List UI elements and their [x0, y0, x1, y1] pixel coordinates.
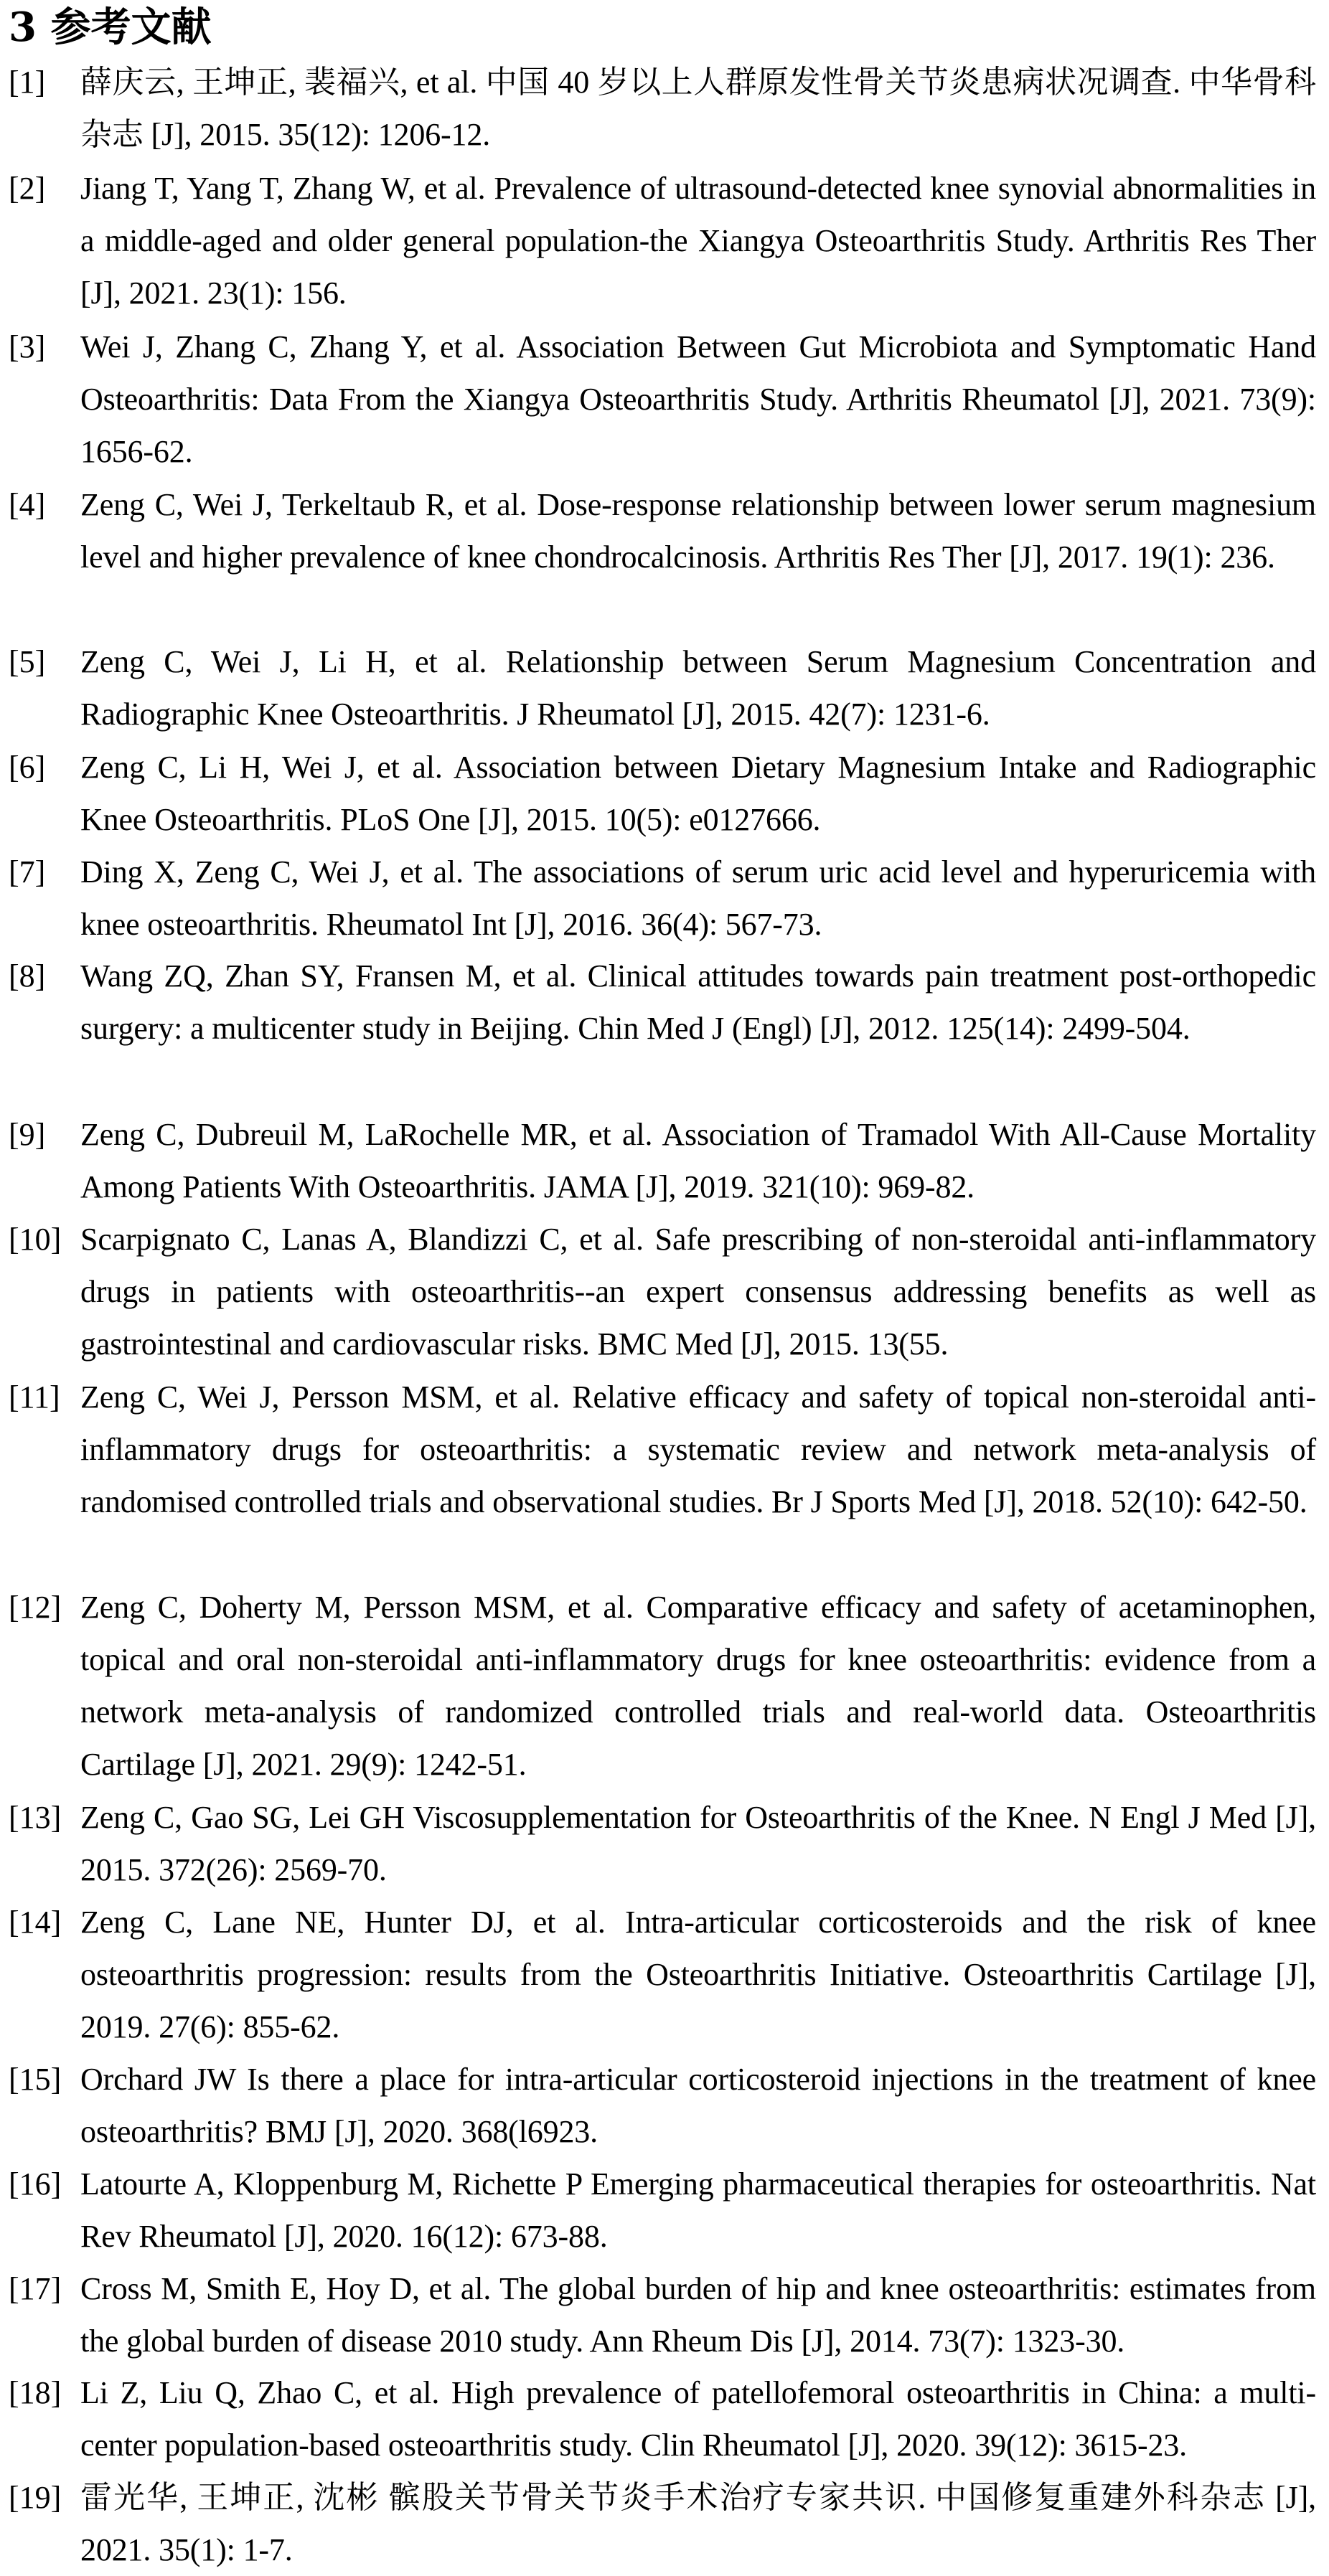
reference-item-12	[9, 1581, 1316, 1791]
reference-text: Scarpignato C, Lanas A, Blandizzi C, et al. Safe prescribing of non-steroidal anti-inflammatory drugs in patients with osteoarthritis--an expert consensus addressing benefits as well as gastrointestinal and cardiovascular risks. BMC Med [J], 2015. 13(55.	[80, 1222, 1316, 1362]
reference-item-3	[9, 321, 1316, 478]
reference-item-16	[9, 2158, 1316, 2263]
reference-number: [2]	[9, 171, 46, 206]
reference-text: Latourte A, Kloppenburg M, Richette P Emerging pharmaceutical therapies for osteoarthritis. Nat Rev Rheumatol [J], 2020. 16(12): 673-88.	[80, 2166, 1316, 2254]
reference-number: [14]	[9, 1905, 62, 1940]
reference-number: [17]	[9, 2271, 62, 2306]
reference-item-17	[9, 2263, 1316, 2367]
reference-item-18	[9, 2367, 1316, 2471]
reference-item-10	[9, 1213, 1316, 1370]
reference-number: [10]	[9, 1222, 62, 1257]
reference-item-6	[9, 741, 1316, 846]
reference-item-4	[9, 478, 1316, 583]
reference-text: Zeng C, Wei J, Persson MSM, et al. Relative efficacy and safety of topical non-steroidal anti-inflammatory drugs for osteoarthritis: a systematic review and network meta-analysis of randomised controlled trials and observational studies. Br J Sports Med [J], 2018. 52(10): 642-50.	[80, 1379, 1316, 1519]
reference-number: [4]	[9, 487, 46, 522]
reference-number: [7]	[9, 854, 46, 890]
reference-number: [12]	[9, 1590, 62, 1625]
reference-item-7	[9, 846, 1316, 950]
reference-number: [8]	[9, 958, 46, 994]
reference-text: Zeng C, Wei J, Li H, et al. Relationship between Serum Magnesium Concentration and Radiographic Knee Osteoarthritis. J Rheumatol [J], 2015. 42(7): 1231-6.	[80, 644, 1316, 732]
reference-item-2	[9, 162, 1316, 319]
reference-item-11	[9, 1371, 1316, 1528]
reference-text: Zeng C, Gao SG, Lei GH Viscosupplementation for Osteoarthritis of the Knee. N Engl J Med [J], 2015. 372(26): 2569-70.	[80, 1800, 1316, 1887]
reference-text: 薛庆云, 王坤正, 裴福兴, et al. 中国 40 岁以上人群原发性骨关节炎患病状况调查. 中华骨科杂志 [J], 2015. 35(12): 1206-12.	[80, 65, 1316, 152]
reference-number: [18]	[9, 2375, 62, 2410]
reference-text: Zeng C, Wei J, Terkeltaub R, et al. Dose-response relationship between lower serum magnesium level and higher prevalence of knee chondrocalcinosis. Arthritis Res Ther [J], 2017. 19(1): 236.	[80, 487, 1316, 575]
reference-number: [1]	[9, 65, 46, 100]
reference-number: [16]	[9, 2166, 62, 2202]
reference-item-5	[9, 636, 1316, 740]
reference-number: [3]	[9, 329, 46, 364]
reference-text: Zeng C, Doherty M, Persson MSM, et al. Comparative efficacy and safety of acetaminophen, topical and oral non-steroidal anti-inflammatory drugs for knee osteoarthritis: evidence from a network meta-analysis of randomized controlled trials and real-world data. Osteoarthritis Cartilage [J], 2021. 29(9): 1242-51.	[80, 1590, 1316, 1782]
reference-text: Zeng C, Lane NE, Hunter DJ, et al. Intra-articular corticosteroids and the risk of knee osteoarthritis progression: results from the Osteoarthritis Initiative. Osteoarthritis Cartilage [J], 2019. 27(6): 855-62.	[80, 1905, 1316, 2044]
reference-text: Jiang T, Yang T, Zhang W, et al. Prevalence of ultrasound-detected knee synovial abnormalities in a middle-aged and older general population-the Xiangya Osteoarthritis Study. Arthritis Res Ther [J], 2021. 23(1): 156.	[80, 171, 1316, 311]
reference-text: Orchard JW Is there a place for intra-articular corticosteroid injections in the treatment of knee osteoarthritis? BMJ [J], 2020. 368(l6923.	[80, 2062, 1316, 2149]
reference-text: Zeng C, Dubreuil M, LaRochelle MR, et al. Association of Tramadol With All-Cause Mortality Among Patients With Osteoarthritis. JAMA [J], 2019. 321(10): 969-82.	[80, 1117, 1316, 1204]
reference-number: [9]	[9, 1117, 46, 1152]
reference-text: Zeng C, Li H, Wei J, et al. Association between Dietary Magnesium Intake and Radiographic Knee Osteoarthritis. PLoS One [J], 2015. 10(5): e0127666.	[80, 750, 1316, 837]
reference-text: Wei J, Zhang C, Zhang Y, et al. Association Between Gut Microbiota and Symptomatic Hand Osteoarthritis: Data From the Xiangya Osteoarthritis Study. Arthritis Rheumatol [J], 2021. 73(9): 1656-62.	[80, 329, 1316, 469]
reference-number: [19]	[9, 2480, 62, 2515]
reference-item-15	[9, 2053, 1316, 2158]
reference-text: Li Z, Liu Q, Zhao C, et al. High prevalence of patellofemoral osteoarthritis in China: a multi-center population-based osteoarthritis study. Clin Rheumatol [J], 2020. 39(12): 3615-23.	[80, 2375, 1316, 2463]
reference-number: [5]	[9, 644, 46, 679]
reference-number: [13]	[9, 1800, 62, 1835]
reference-text: Wang ZQ, Zhan SY, Fransen M, et al. Clinical attitudes towards pain treatment post-orthopedic surgery: a multicenter study in Beijing. Chin Med J (Engl) [J], 2012. 125(14): 2499-504.	[80, 958, 1316, 1046]
reference-number: [11]	[9, 1379, 60, 1415]
reference-text: 雷光华, 王坤正, 沈彬 髌股关节骨关节炎手术治疗专家共识. 中国修复重建外科杂志 [J], 2021. 35(1): 1-7.	[80, 2480, 1316, 2567]
reference-item-8	[9, 950, 1316, 1055]
reference-item-14	[9, 1896, 1316, 2053]
reference-text: Cross M, Smith E, Hoy D, et al. The global burden of hip and knee osteoarthritis: estimates from the global burden of disease 2010 study. Ann Rheum Dis [J], 2014. 73(7): 1323-30.	[80, 2271, 1316, 2359]
reference-item-9	[9, 1108, 1316, 1213]
reference-item-13	[9, 1791, 1316, 1896]
reference-number: [15]	[9, 2062, 62, 2097]
section-title: 3 参考文献	[9, 4, 212, 51]
reference-item-19	[9, 2471, 1316, 2576]
reference-item-1	[9, 56, 1316, 161]
reference-text: Ding X, Zeng C, Wei J, et al. The associations of serum uric acid level and hyperuricemia with knee osteoarthritis. Rheumatol Int [J], 2016. 36(4): 567-73.	[80, 854, 1316, 942]
reference-number: [6]	[9, 750, 46, 785]
